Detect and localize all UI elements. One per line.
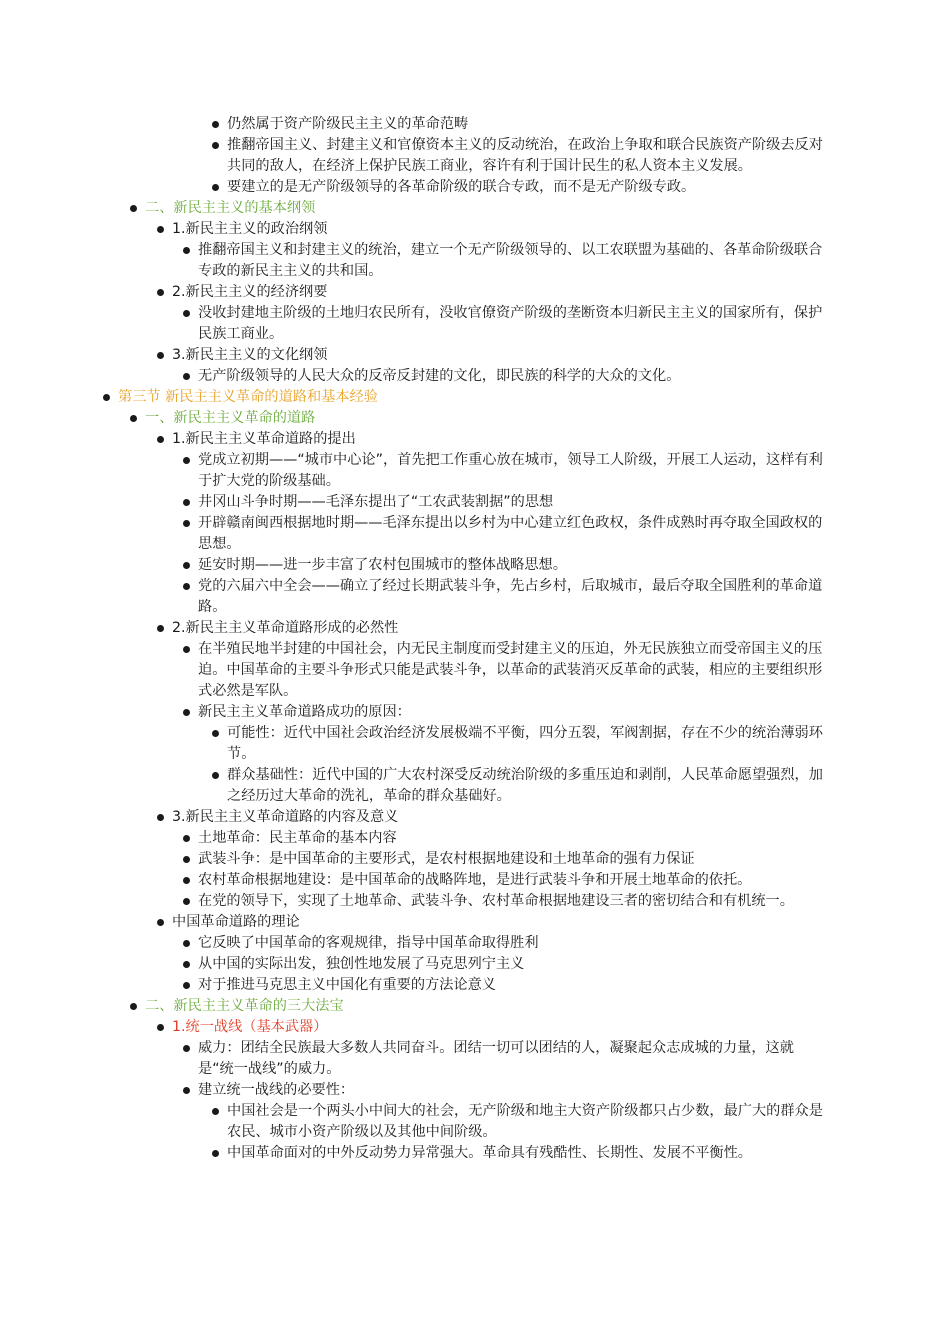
item-text: 2.新民主主义革命道路形成的必然性 [172, 620, 399, 636]
item-text: 仍然属于资产阶级民主主义的革命范畴 [227, 116, 469, 132]
list-item [172, 618, 837, 639]
item-text: 在党的领导下，实现了土地革命、武装斗争、农村革命根据地建设三者的密切结合和有机统一。 [198, 893, 794, 909]
list-item [227, 1101, 837, 1143]
list-item [172, 345, 837, 366]
item-text: 中国社会是一个两头小中间大的社会，无产阶级和地主大资产阶级都只占少数，最广大的群众是农民、城市小资产阶级以及其他中间阶级。 [227, 1103, 823, 1140]
list-item [172, 1017, 837, 1038]
item-text: 推翻帝国主义、封建主义和官僚资本主义的反动统治，在政治上争取和联合民族资产阶级去反对共同的敌人，在经济上保护民族工商业，容许有利于国计民生的私人资本主义发展。 [227, 137, 823, 174]
item-text: 无产阶级领导的人民大众的反帝反封建的文化，即民族的科学的大众的文化。 [198, 368, 681, 384]
list-item [198, 639, 828, 702]
item-text: 要建立的是无产阶级领导的各革命阶级的联合专政，而不是无产阶级专政。 [227, 179, 696, 195]
item-text: 二、新民主主义革命的三大法宝 [145, 998, 344, 1014]
list-item [227, 177, 837, 198]
item-text: 延安时期——进一步丰富了农村包围城市的整体战略思想。 [198, 557, 567, 573]
item-text: 1.新民主主义革命道路的提出 [172, 431, 356, 447]
list-item [227, 723, 837, 765]
chapter-heading [118, 387, 838, 408]
item-text: 新民主主义革命道路成功的原因： [198, 704, 411, 720]
item-text: 农村革命根据地建设：是中国革命的战略阵地，是进行武装斗争和开展土地革命的依托。 [198, 872, 752, 888]
item-text: 在半殖民地半封建的中国社会，内无民主制度而受封建主义的压迫，外无民族独立而受帝国主义的压迫。中国革命的主要斗争形式只能是武装斗争，以革命的武装消灭反革命的武装，相应的主要组织形式必然是军队。 [198, 641, 823, 699]
item-text: 没收封建地主阶级的土地归农民所有，没收官僚资产阶级的垄断资本归新民主主义的国家所有，保护民族工商业。 [198, 305, 823, 342]
list-item [198, 1080, 828, 1101]
list-item [227, 1143, 837, 1164]
list-item [198, 1038, 828, 1080]
list-item [172, 807, 837, 828]
list-item [198, 303, 828, 345]
item-text: 井冈山斗争时期——毛泽东提出了“工农武装割据”的思想 [198, 494, 554, 510]
item-text: 可能性：近代中国社会政治经济发展极端不平衡，四分五裂，军阀割据，存在不少的统治薄弱环节。 [227, 725, 823, 762]
section-heading [145, 408, 835, 429]
item-text: 中国革命面对的中外反动势力异常强大。革命具有残酷性、长期性、发展不平衡性。 [227, 1145, 752, 1161]
item-text: 1.新民主主义的政治纲领 [172, 221, 328, 237]
list-item [198, 513, 828, 555]
item-text: 开辟赣南闽西根据地时期——毛泽东提出以乡村为中心建立红色政权，条件成熟时再夺取全国政权的思想。 [198, 515, 823, 552]
item-text: 建立统一战线的必要性： [198, 1082, 355, 1098]
list-item [172, 912, 837, 933]
item-text: 二、新民主主义的基本纲领 [145, 200, 316, 216]
item-text: 土地革命：民主革命的基本内容 [198, 830, 397, 846]
item-text: 党成立初期——“城市中心论”，首先把工作重心放在城市，领导工人阶级，开展工人运动，这样有利于扩大党的阶级基础。 [198, 452, 823, 489]
section-heading [145, 198, 835, 219]
list-item [198, 891, 828, 912]
list-item [227, 135, 837, 177]
list-item [198, 954, 828, 975]
item-text: 武装斗争：是中国革命的主要形式，是农村根据地建设和土地革命的强有力保证 [198, 851, 695, 867]
item-text: 推翻帝国主义和封建主义的统治，建立一个无产阶级领导的、以工农联盟为基础的、各革命阶级联合专政的新民主主义的共和国。 [198, 242, 823, 279]
list-item [198, 702, 828, 723]
item-text: 3.新民主主义革命道路的内容及意义 [172, 809, 399, 825]
list-item [198, 849, 828, 870]
item-text: 党的六届六中全会——确立了经过长期武装斗争，先占乡村，后取城市，最后夺取全国胜利的革命道路。 [198, 578, 823, 615]
item-text: 群众基础性：近代中国的广大农村深受反动统治阶级的多重压迫和剥削，人民革命愿望强烈，加之经历过大革命的洗礼，革命的群众基础好。 [227, 767, 823, 804]
list-item [198, 450, 828, 492]
list-item [198, 870, 828, 891]
list-item [198, 828, 828, 849]
list-item [172, 429, 837, 450]
item-text: 1.统一战线（基本武器） [172, 1019, 328, 1035]
section-heading [145, 996, 835, 1017]
list-item [198, 975, 828, 996]
item-text: 它反映了中国革命的客观规律，指导中国革命取得胜利 [198, 935, 539, 951]
list-item [198, 366, 828, 387]
list-item [198, 240, 828, 282]
list-item [198, 555, 828, 576]
item-text: 2.新民主主义的经济纲要 [172, 284, 328, 300]
list-item [198, 933, 828, 954]
list-item [198, 576, 828, 618]
item-text: 从中国的实际出发，独创性地发展了马克思列宁主义 [198, 956, 525, 972]
item-text: 对于推进马克思主义中国化有重要的方法论意义 [198, 977, 496, 993]
item-text: 3.新民主主义的文化纲领 [172, 347, 328, 363]
list-item [227, 114, 837, 135]
list-item [227, 765, 837, 807]
list-item [198, 492, 828, 513]
item-text: 一、新民主主义革命的道路 [145, 410, 316, 426]
list-item [172, 219, 837, 240]
item-text: 中国革命道路的理论 [172, 914, 300, 930]
list-item [172, 282, 837, 303]
item-text: 威力：团结全民族最大多数人共同奋斗。团结一切可以团结的人，凝聚起众志成城的力量，这就是“统一战线”的威力。 [198, 1040, 794, 1077]
item-text: 第三节 新民主主义革命的道路和基本经验 [118, 389, 378, 405]
